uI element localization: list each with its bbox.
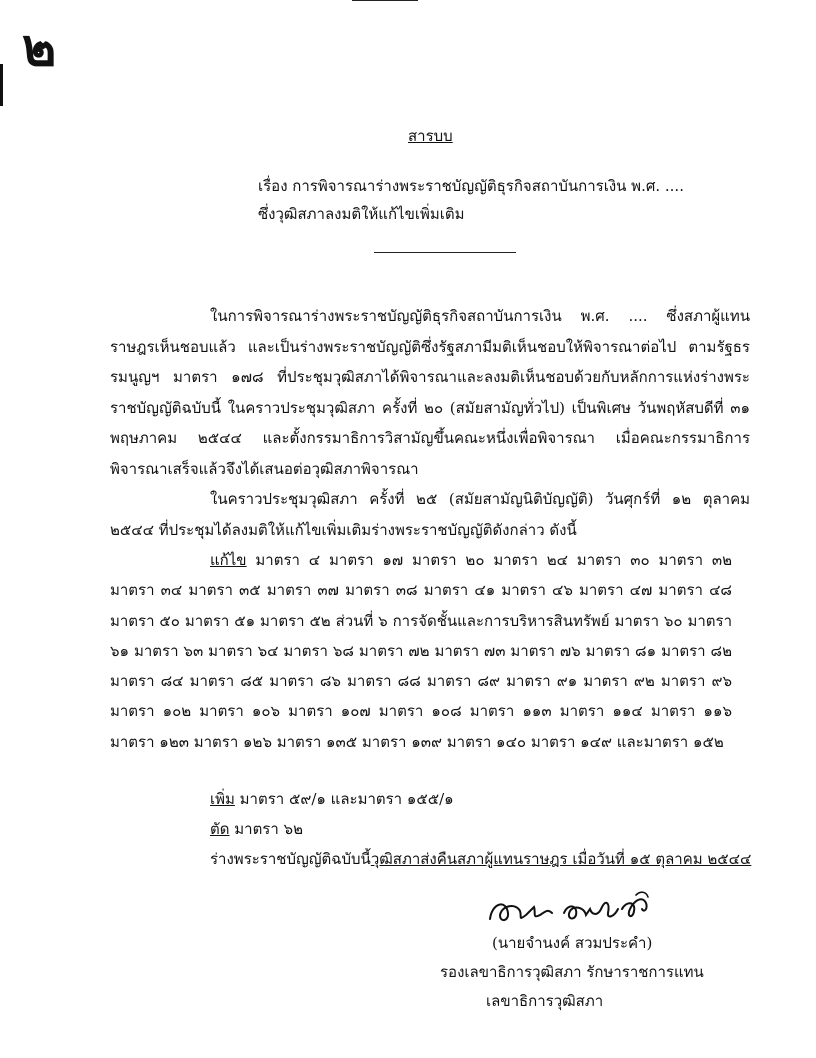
cut-sections: มาตรา ๖๒ <box>229 820 303 838</box>
return-note <box>210 847 751 871</box>
page-number-mark: ๒ <box>22 18 57 78</box>
amended-sections-list <box>110 545 732 757</box>
signature-scribble-icon <box>486 889 656 933</box>
subject-line-1: เรื่อง การพิจารณาร่างพระราชบัญญัติธุรกิจสถาบันการเงิน พ.ศ. .... <box>258 177 684 195</box>
add-sections: มาตรา ๕๙/๑ และมาตรา ๑๕๕/๑ <box>234 790 454 808</box>
document-heading: สารบบ <box>408 127 453 145</box>
return-note-prefix: ร่างพระราชบัญญัติฉบับนี้ <box>210 850 371 868</box>
paragraph-first-reading: ในการพิจารณาร่างพระราชบัญญัติธุรกิจสถาบันการเงิน พ.ศ. .... ซึ่งสภาผู้แทนราษฎรเห็นชอบแล้ว และเป็นร่างพระราชบัญญัติซึ่งรัฐสภามีมติเห็นชอบให้พิจารณาต่อไป ตามรัฐธรรมนูญฯ มาตรา ๑๗๘ ที่ประชุมวุฒิสภาได้พิจารณาและลงมติเห็นชอบด้วยกับหลักการแห่งร่างพระราชบัญญัติฉบับนี้ ในคราวประชุมวุฒิสภา ครั้งที่ ๒๐ (สมัยสามัญทั่วไป) เป็นพิเศษ วันพฤหัสบดีที่ ๓๑ พฤษภาคม ๒๕๔๔ และตั้งกรรมาธิการวิสามัญขึ้นคณะหนึ่งเพื่อพิจารณา เมื่อคณะกรรมาธิการพิจารณาเสร็จแล้วจึงได้เสนอต่อวุฒิสภาพิจารณา <box>110 307 750 478</box>
amend-label: แก้ไข <box>210 551 247 569</box>
top-rule <box>352 0 418 1</box>
paragraph-amendment-resolution: ในคราวประชุมวุฒิสภา ครั้งที่ ๒๕ (สมัยสามัญนิติบัญญัติ) วันศุกร์ที่ ๑๒ ตุลาคม ๒๕๔๔ ที่ประชุมได้ลงมติให้แก้ไขเพิ่มเติมร่างพระราชบัญญัติดังกล่าว ดังนี้ <box>110 490 750 539</box>
signer-title-line-2: เลขาธิการวุฒิสภา <box>486 992 604 1010</box>
amend-sections: มาตรา ๔ มาตรา ๑๗ มาตรา ๒๐ มาตรา ๒๔ มาตรา ๓๐ มาตรา ๓๒ มาตรา ๓๔ มาตรา ๓๕ มาตรา ๓๗ มาตรา ๓๘ มาตรา ๔๑ มาตรา ๔๖ มาตรา ๔๗ มาตรา ๔๘ มาตรา ๕๐ มาตรา ๕๑ มาตรา ๕๒ ส่วนที่ ๖ การจัดชั้นและการบริหารสินทรัพย์ มาตรา ๖๐ มาตรา ๖๑ มาตรา ๖๓ มาตรา ๖๔ มาตรา ๖๘ มาตรา ๗๒ มาตรา ๗๓ มาตรา ๗๖ มาตรา ๘๑ มาตรา ๘๒ มาตรา ๘๔ มาตรา ๘๕ มาตรา ๘๖ มาตรา ๘๘ มาตรา ๘๙ มาตรา ๙๑ มาตรา ๙๒ มาตรา ๙๖ มาตรา ๑๐๒ มาตรา ๑๐๖ มาตรา ๑๐๗ มาตรา ๑๐๘ มาตรา ๑๑๓ มาตรา ๑๑๔ มาตรา ๑๑๖ มาตรา ๑๒๓ มาตรา ๑๒๖ มาตรา ๑๓๕ มาตรา ๑๓๙ มาตรา ๑๔๐ มาตรา ๑๔๙ และมาตรา ๑๕๒ <box>110 551 732 751</box>
cut-label: ตัด <box>210 820 230 838</box>
signer-title-line-1: รองเลขาธิการวุฒิสภา รักษาราชการแทน <box>440 963 704 981</box>
signer-name: (นายจำนงค์ สวมประคำ) <box>492 934 653 952</box>
removed-sections-line <box>210 817 303 841</box>
scan-edge-mark <box>0 64 3 106</box>
added-sections-line <box>210 787 454 811</box>
subject-line-2: ซึ่งวุฒิสภาลงมติให้แก้ไขเพิ่มเติม <box>258 205 465 223</box>
add-label: เพิ่ม <box>210 790 235 808</box>
handwritten-signature <box>486 889 656 933</box>
section-divider <box>374 252 516 253</box>
return-note-date: วุฒิสภาส่งคืนสภาผู้แทนราษฎร เมื่อวันที่ ๑๕ ตุลาคม ๒๕๔๔ <box>370 850 752 868</box>
